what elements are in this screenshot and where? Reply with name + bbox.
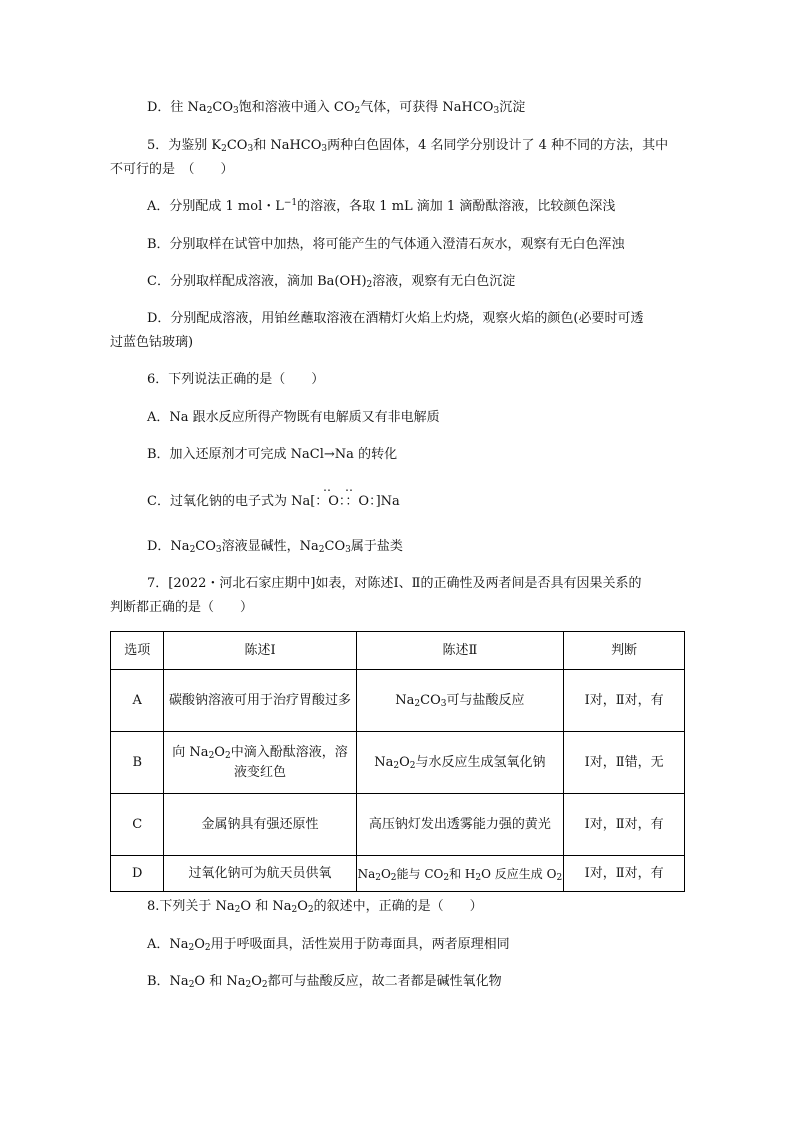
q6-option-a: A．Na 跟水反应所得产物既有电解质又有非电解质 [147, 410, 440, 425]
row-statement-1: 碳酸钠溶液可用于治疗胃酸过多 [164, 670, 356, 732]
q5-option-c: C．分别取样配成溶液，滴加 $Ba(OH)_2$溶液，观察有无白色沉淀 [147, 274, 516, 290]
q5-stem-line2: 不可行的是 （ ） [110, 162, 234, 177]
q6-option-c: C．过氧化钠的电子式为 Na[：O：：O：]Na [147, 494, 400, 509]
q7-stem-line1: 7．[2022・河北石家庄期中]如表，对陈述Ⅰ、Ⅱ的正确性及两者间是否具有因果关系的 [147, 576, 642, 591]
row-statement-2: 高压钠灯发出透雾能力强的黄光 [356, 794, 564, 856]
row-option: C [111, 794, 164, 856]
row-judgment: Ⅰ对，Ⅱ对，有 [564, 856, 685, 892]
header-statement-1: 陈述Ⅰ [164, 632, 356, 670]
table-row [111, 670, 685, 732]
row-statement-1: 金属钠具有强还原性 [164, 794, 356, 856]
row-judgment: Ⅰ对，Ⅱ错，无 [564, 732, 685, 794]
row-judgment: Ⅰ对，Ⅱ对，有 [564, 794, 685, 856]
table-row [111, 732, 685, 794]
table-row [111, 794, 685, 856]
header-statement-2: 陈述Ⅱ [356, 632, 564, 670]
q6-stem: 6．下列说法正确的是（ ） [147, 372, 325, 387]
q4-option-d: D．往 $Na_2CO_3$饱和溶液中通入 $CO_2$气体，可获得 NaHCO$_3$沉淀 [147, 100, 526, 116]
row-option: B [111, 732, 164, 794]
q5-option-d-line1: D．分别配成溶液，用铂丝蘸取溶液在酒精灯火焰上灼烧，观察火焰的颜色(必要时可透 [147, 311, 644, 326]
q5-stem-line1: 5．为鉴别 $K_2CO_3$和 NaHCO$_3$两种白色固体，4 名同学分别设计了 4 种不同的方法，其中 [147, 138, 669, 154]
row-statement-2: $Na_2O_2$与水反应生成氢氧化钠 [356, 732, 564, 794]
q7-stem-line2: 判断都正确的是（ ） [110, 600, 254, 615]
q6-option-d: D．$Na_2CO_3$溶液显碱性，$Na_2CO_3$属于盐类 [147, 539, 403, 555]
q6-option-b: B．加入还原剂才可完成 NaCl→Na 的转化 [147, 447, 398, 462]
q8-stem: 8.下列关于 $Na_2O$ 和 $Na_2O_2$的叙述中，正确的是（ ） [147, 899, 483, 915]
row-statement-2: $Na_2CO_3$可与盐酸反应 [356, 670, 564, 732]
q5-option-b: B．分别取样在试管中加热，将可能产生的气体通入澄清石灰水，观察有无白色浑浊 [147, 237, 625, 252]
row-option: A [111, 670, 164, 732]
row-statement-2: $Na_2O_2$能与 $CO_2$和 $H_2O$ 反应生成 $O_2$ [356, 856, 564, 892]
table-row [111, 856, 685, 892]
row-statement-1: 向 $Na_2O_2$中滴入酚酞溶液，溶液变红色 [164, 732, 356, 794]
q7-table [110, 631, 685, 892]
header-judgment: 判断 [564, 632, 685, 670]
row-judgment: Ⅰ对，Ⅱ对，有 [564, 670, 685, 732]
q6-electron-dots: ‥ ‥ [323, 480, 355, 494]
q5-option-d-line2: 过蓝色钴玻璃) [110, 335, 194, 350]
header-option: 选项 [111, 632, 164, 670]
q8-option-b: B．$Na_2O$ 和 $Na_2O_2$都可与盐酸反应，故二者都是碱性氧化物 [147, 974, 502, 990]
table-header-row [111, 632, 685, 670]
q8-option-a: A．$Na_2O_2$用于呼吸面具，活性炭用于防毒面具，两者原理相同 [147, 937, 510, 953]
row-option: D [111, 856, 164, 892]
q5-option-a: A．分别配成 1 mol・$L^{-1}$的溶液，各取 1 mL 滴加 1 滴酚酞溶液，比较颜色深浅 [147, 198, 616, 214]
row-statement-1: 过氧化钠可为航天员供氧 [164, 856, 356, 892]
